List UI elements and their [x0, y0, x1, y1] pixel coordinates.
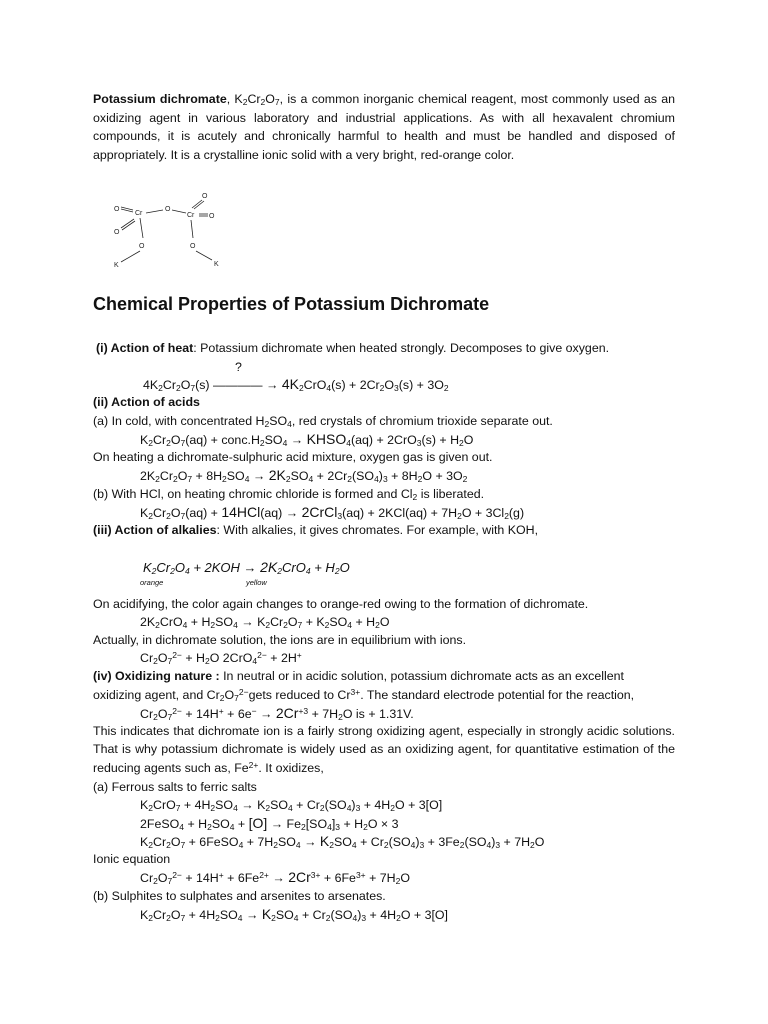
equation: $K_2Cr_2O_7(aq) + 14HCl(aq)$ → 2CrCl$_3$(aq) + $2KCl(aq) + 7H_2O + 3Cl_2(g)$ [140, 504, 525, 521]
heat-label: (i) Action of heat [96, 341, 194, 355]
text-fragment: oxidizing agent, and Cr [93, 688, 220, 702]
atom-label: O [209, 213, 215, 220]
intro-text: , is a common inorganic chemical reagent, most commonly used as an oxidizing agent in various laboratory and industrial applications. As with all hexavalent chromium compounds, it is acutely and chronically harmful to health and must be handled and disposed of appropriately. It is a crystalline ionic solid with a very bright, red-orange color. [93, 92, 675, 162]
alkalies-text: : With alkalies, it gives chromates. For example, with KOH, [216, 523, 539, 537]
text-line: (b) With HCl, on heating chromic chloride is formed and $Cl_2$ is liberated. [93, 487, 485, 502]
equation: $K_2Cr_2O_4 + 2KOH \to 2K_2CrO_4 + H_2O$ [143, 559, 350, 576]
text-fragment: , red crystals of chromium trioxide separate out. [291, 414, 553, 428]
equation: $K_2CrO_7 + 4H_2SO_4 \to K_2SO_4 + Cr_2(SO_4)_3 + 4H_2O + 3[O]$ [140, 798, 443, 813]
text-line: On heating a dichromate-sulphuric acid mixture, oxygen gas is given out. [93, 450, 493, 464]
equation: $4K_2Cr_2O_7(s)$ ———— → $4K_2CrO_4(s) + 2Cr_2O_3(s) + 3O_2$ [143, 376, 449, 393]
intro-lead: Potassium dichromate [93, 92, 227, 106]
heat-line [96, 340, 609, 356]
intro-paragraph: Potassium dichromate, $K_2Cr_2O_7$, is a common inorganic chemical reagent, most commonly used as an oxidizing agent in various laboratory and industrial applications. As with all hexavalent chromium compounds, it is acutely and chronically harmful to health and must be handled and disposed of appropriately. It is a crystalline ionic solid with a very bright, red-orange color. [93, 92, 675, 162]
atom-label: O [202, 193, 208, 200]
text-line: On acidifying, the color again changes to orange-red owing to the formation of dichromate. [93, 597, 589, 611]
text-line: oxidizing agent, and $Cr_2O_7^{2-}gets$ reduced to $Cr^{3+}$. The standard electrode potential for the reaction, [93, 687, 635, 703]
atom-label: Cr [187, 212, 195, 219]
atom-label: K [214, 261, 219, 268]
equation: $K_2Cr_2O_7$ + 6FeSO$_4$ + $7H_2SO_4 \to K_2SO_4 + Cr_2(SO_4)_3 + 3Fe_2(SO_4)_3 + 7H_2O$ [140, 833, 545, 850]
section-heading: Chemical Properties of Potassium Dichromate [93, 294, 490, 314]
text-fragment: (b) With HCl, on heating chromic chloride is formed and Cl [93, 487, 413, 501]
color-note: orange [140, 578, 164, 587]
text-fragment: . The standard electrode potential for the reaction, [360, 688, 635, 702]
text-fragment: gets reduced to Cr [248, 688, 351, 702]
text-line: (a) In cold, with concentrated $H_2SO_4$, red crystals of chromium trioxide separate out. [93, 414, 553, 429]
heat-text: : Potassium dichromate when heated strongly. Decomposes to give oxygen. [193, 341, 610, 355]
atom-label: O [114, 206, 120, 213]
text-line: (b) Sulphites to sulphates and arsenites to arsenates. [93, 889, 386, 903]
alkalies-label: (iii) Action of alkalies [93, 523, 217, 537]
atom-label: O [165, 206, 171, 213]
atom-label: O [190, 243, 196, 250]
oxidizing-text: In neutral or in acidic solution, potassium dichromate acts as an excellent [219, 669, 624, 683]
equation: $Cr_2O_7^{2-} + H_2O$ 2CrO$_4^{2-}$ + 2H+ [140, 650, 302, 666]
text-line: Actually, in dichromate solution, the ions are in equilibrium with ions. [93, 633, 467, 647]
acids-label: (ii) Action of acids [93, 395, 200, 409]
equation: $K_2Cr_2O_7 + 4H_2SO_4 \to K_2SO_4 + Cr_2(SO_4)_3 + 4H_2O + 3[O]$ [140, 906, 448, 923]
oxidizing-line [93, 668, 624, 684]
text-paragraph: This indicates that dichromate ion is a fairly strong oxidizing agent, especially in strongly acidic solutions. That is why potassium dichromate is widely used as an oxidizing agent, for quantitative estimation of the reducing agents such as, $Fe^{2+}$. It oxidizes, [93, 724, 675, 775]
text-line: (a) Ferrous salts to ferric salts [93, 780, 257, 794]
equation: 2FeSO$_4$ + $H_2SO_4 + [O] \to Fe_2[SO_4]_3 + H_2O \times 3$ [140, 815, 399, 832]
text-fragment: . It oxidizes, [258, 760, 324, 775]
text-line: Ionic equation [93, 852, 171, 866]
equation: $Cr_2O_7^{2-} + 14H^+ + 6Fe^{2+} \to 2Cr^{3+} + 6Fe^{3+} + 7H_2O$ [140, 869, 410, 886]
oxidizing-label: (iv) Oxidizing nature : [93, 669, 220, 683]
equation: $K_2Cr_2O_7(aq)$ + $conc.H_2SO_4$ → $KHSO_4(aq) + 2CrO_3(s) + H_2O$ [140, 431, 474, 448]
text-fragment: This indicates that dichromate ion is a fairly strong oxidizing agent, especially in strongly acidic solutions. That is why potassium dichromate is widely used as an oxidizing agent, for quantitative estimation of the reducing agents such as, Fe [93, 724, 675, 775]
question-mark: ? [235, 360, 242, 374]
dichromate-structure-diagram [105, 188, 225, 273]
alkalies-line [93, 522, 538, 538]
equation: $Cr_2O_7^{2-} + 14H^+ + 6e^- \to 2Cr^{+3} + 7H_2O$ is + 1.31V. [140, 705, 414, 722]
atom-label: K [114, 262, 119, 269]
equation: $2K_2CrO_4 + H_2SO_4 \to K_2Cr_2O_7 + K_2SO_4 + H_2O$ [140, 615, 390, 630]
atom-label: O [139, 243, 145, 250]
color-note: yellow [246, 578, 267, 587]
equation: $2K_2Cr_2O_7 + 8H_2SO_4 \to 2K_2SO_4 + 2Cr_2(SO_4)_3 + 8H_2O + 3O_2$ [140, 467, 468, 484]
text-fragment: (a) In cold, with concentrated H [93, 414, 265, 428]
intro-formula-prefix: , K [226, 92, 243, 106]
atom-label: O [114, 229, 120, 236]
atom-label: Cr [135, 210, 143, 217]
text-fragment: is liberated. [417, 487, 485, 501]
